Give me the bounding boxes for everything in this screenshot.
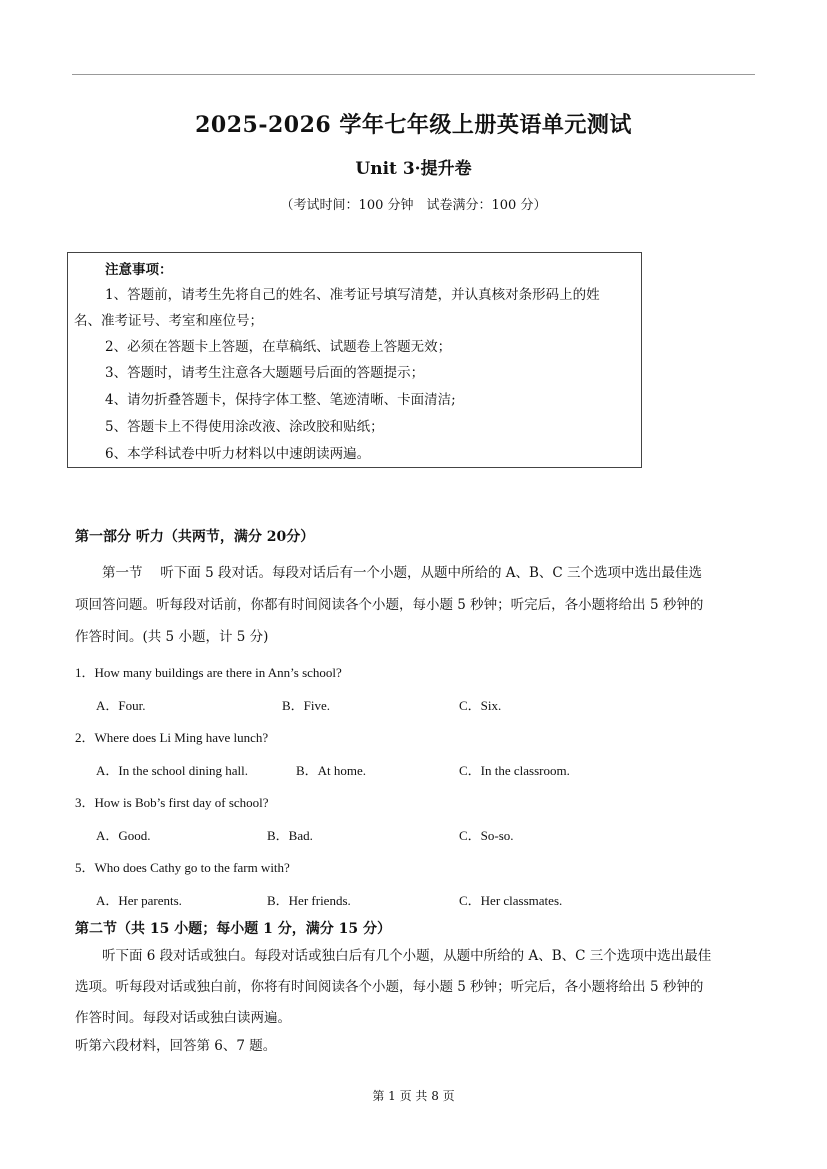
option-b: B．Her friends. xyxy=(267,893,351,908)
section2-instruction-line: 听下面 6 段对话或独白。每段对话或独白后有几个小题，从题中所给的 A、B、C 三个选项中选出最佳 xyxy=(75,948,712,964)
question-stem: 5．Who does Cathy go to the farm with? xyxy=(75,860,290,875)
notice-line: 2、必须在答题卡上答题，在草稿纸、试题卷上答题无效； xyxy=(105,339,452,355)
notice-line: 6、本学科试卷中听力材料以中速朗读两遍。 xyxy=(105,446,371,462)
part1-heading: 第一部分 听力（共两节，满分 20分） xyxy=(75,529,315,545)
exam-title: 2025-2026 学年七年级上册英语单元测试 xyxy=(195,112,632,138)
notice-box xyxy=(67,252,642,468)
option-b: B．At home. xyxy=(296,763,367,778)
notice-line: 名、准考证号、考室和座位号； xyxy=(74,313,263,329)
section1-instruction-line: 第一节 听下面 5 段对话。每段对话后有一个小题，从题中所给的 A、B、C 三个选项中选出最佳选 xyxy=(75,565,703,581)
question-stem: 1．How many buildings are there in Ann’s school? xyxy=(75,665,342,680)
header-rule xyxy=(72,74,755,75)
section2-heading: 第二节（共 15 小题；每小题 1 分，满分 15 分） xyxy=(75,921,391,937)
question-stem: 3．How is Bob’s first day of school? xyxy=(75,795,269,810)
page-footer: 第 1 页 共 8 页 xyxy=(372,1089,455,1103)
option-c: C．In the classroom. xyxy=(459,763,570,778)
exam-time-info: （考试时间：100 分钟 试卷满分：100 分） xyxy=(280,198,547,213)
notice-heading: 注意事项： xyxy=(105,262,173,278)
question-stem: 2．Where does Li Ming have lunch? xyxy=(75,730,269,745)
option-c: C．Six. xyxy=(459,698,502,713)
option-a: A．Four. xyxy=(96,698,146,713)
notice-line: 4、请勿折叠答题卡，保持字体工整、笔迹清晰、卡面清洁; xyxy=(105,392,456,408)
exam-subtitle: Unit 3·提升卷 xyxy=(355,159,472,179)
section1-instruction-line: 作答时间。(共 5 小题，计 5 分) xyxy=(75,629,269,645)
option-c: C．Her classmates. xyxy=(459,893,563,908)
option-b: B．Bad. xyxy=(267,828,313,843)
notice-line: 5、答题卡上不得使用涂改液、涂改胶和贴纸； xyxy=(105,419,384,435)
listen-material-six: 听第六段材料，回答第 6、7 题。 xyxy=(75,1038,277,1054)
option-a: A．Her parents. xyxy=(96,893,182,908)
option-a: A．Good. xyxy=(96,828,151,843)
section2-instruction-line: 选项。听每段对话或独白前，你将有时间阅读各个小题，每小题 5 秒钟；听完后，各小题将给出 5 秒钟的 xyxy=(75,979,704,995)
option-c: C．So-so. xyxy=(459,828,514,843)
notice-line: 3、答题时，请考生注意各大题题号后面的答题提示； xyxy=(105,365,425,381)
section2-instruction-line: 作答时间。每段对话或独白读两遍。 xyxy=(75,1010,291,1026)
section1-instruction-line: 项回答问题。听每段对话前，你都有时间阅读各个小题，每小题 5 秒钟；听完后，各小题将给出 5 秒钟的 xyxy=(75,597,704,613)
notice-line: 1、答题前，请考生先将自己的姓名、准考证号填写清楚，并认真核对条形码上的姓 xyxy=(105,287,600,303)
option-b: B．Five. xyxy=(282,698,331,713)
option-a: A．In the school dining hall. xyxy=(96,763,249,778)
